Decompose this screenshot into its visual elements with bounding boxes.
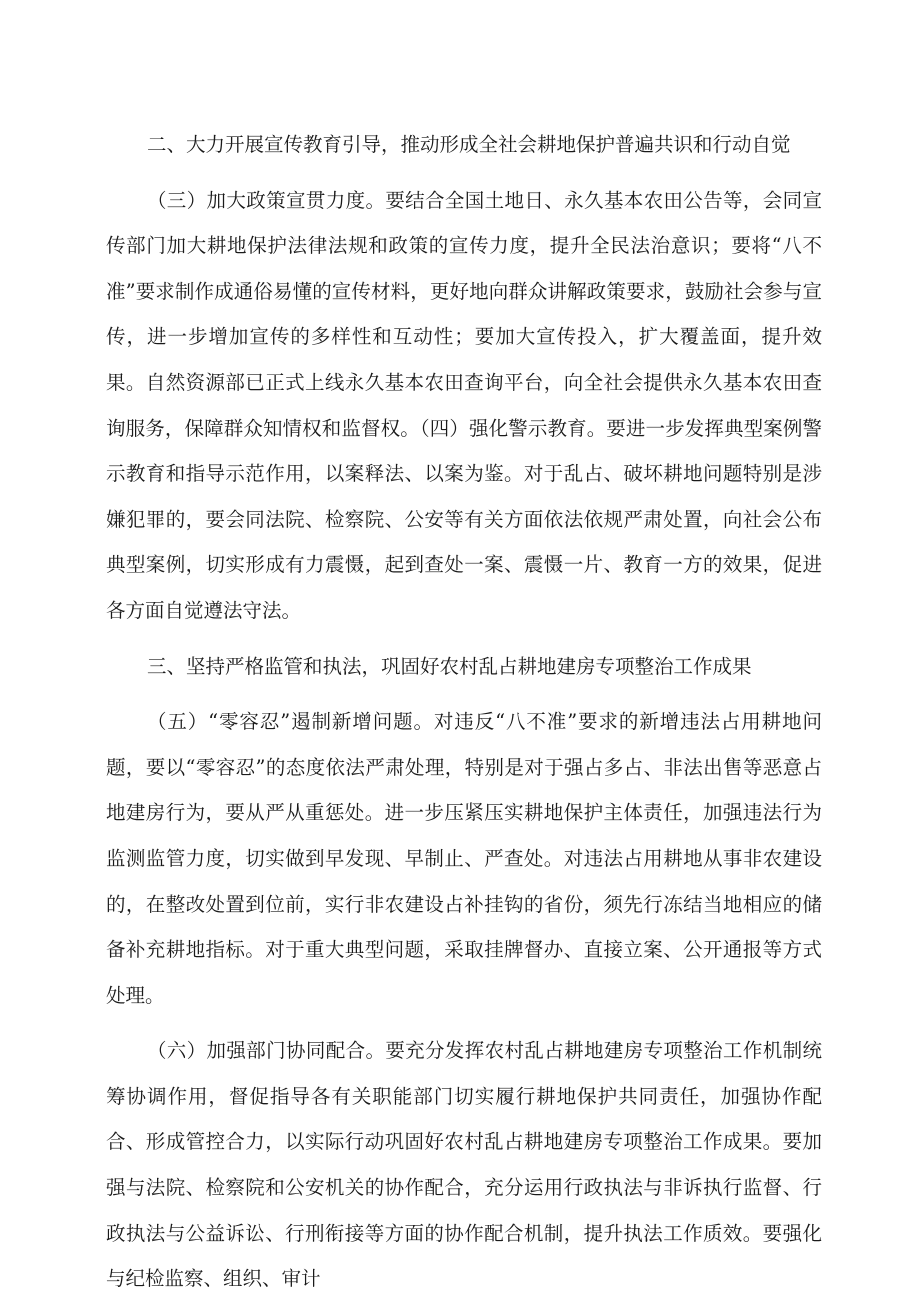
section-heading-2: 二、大力开展宣传教育引导，推动形成全社会耕地保护普遍共识和行动自觉 [146,133,791,156]
paragraph-5: （五）“零容忍”遏制新增问题。对违反“八不准”要求的新增违法占用耕地问题，要以“零容忍”的态度依法严肃处理，特别是对于强占多占、非法出售等恶意占地建房行为，要从严从重惩处。进一步压紧压实耕地保护主体责任，加强违法行为监测监管力度，切实做到早发现、早制止、严查处。对违法占用耕地从事非农建设的，在整改处置到位前，实行非农建设占补挂钩的省份，须先行冻结当地相应的储备补充耕地指标。对于重大典型问题，采取挂牌督办、直接立案、公开通报等方式处理。 [106,710,822,1007]
paragraph-3-4: （三）加大政策宣贯力度。要结合全国土地日、永久基本农田公告等，会同宣传部门加大耕地保护法律法规和政策的宣传力度，提升全民法治意识；要将“八不准”要求制作成通俗易懂的宣传材料，更好地向群众讲解政策要求，鼓励社会参与宣传，进一步增加宣传的多样性和互动性；要加大宣传投入，扩大覆盖面，提升效果。自然资源部已正式上线永久基本农田查询平台，向全社会提供永久基本农田查询服务，保障群众知情权和监督权。（四）强化警示教育。要进一步发挥典型案例警示教育和指导示范作用，以案释法、以案为鉴。对于乱占、破坏耕地问题特别是涉嫌犯罪的，要会同法院、检察院、公安等有关方面依法依规严肃处置，向社会公布典型案例，切实形成有力震慑，起到查处一案、震慑一片、教育一方的效果，促进各方面自觉遵法守法。 [106,188,822,622]
section-heading-3: 三、坚持严格监管和执法，巩固好农村乱占耕地建房专项整治工作成果 [146,654,752,678]
document-body [106,122,822,1301]
paragraph-6: （六）加强部门协同配合。要充分发挥农村乱占耕地建房专项整治工作机制统筹协调作用，督促指导各有关职能部门切实履行耕地保护共同责任，加强协作配合、形成管控合力，以实际行动巩固好农村乱占耕地建房专项整治工作成果。要加强与法院、检察院和公安机关的协作配合，充分运用行政执法与非诉执行监督、行政执法与公益诉讼、行刑衔接等方面的协作配合机制，提升执法工作质效。要强化与纪检监察、组织、审计 [106,1039,822,1291]
